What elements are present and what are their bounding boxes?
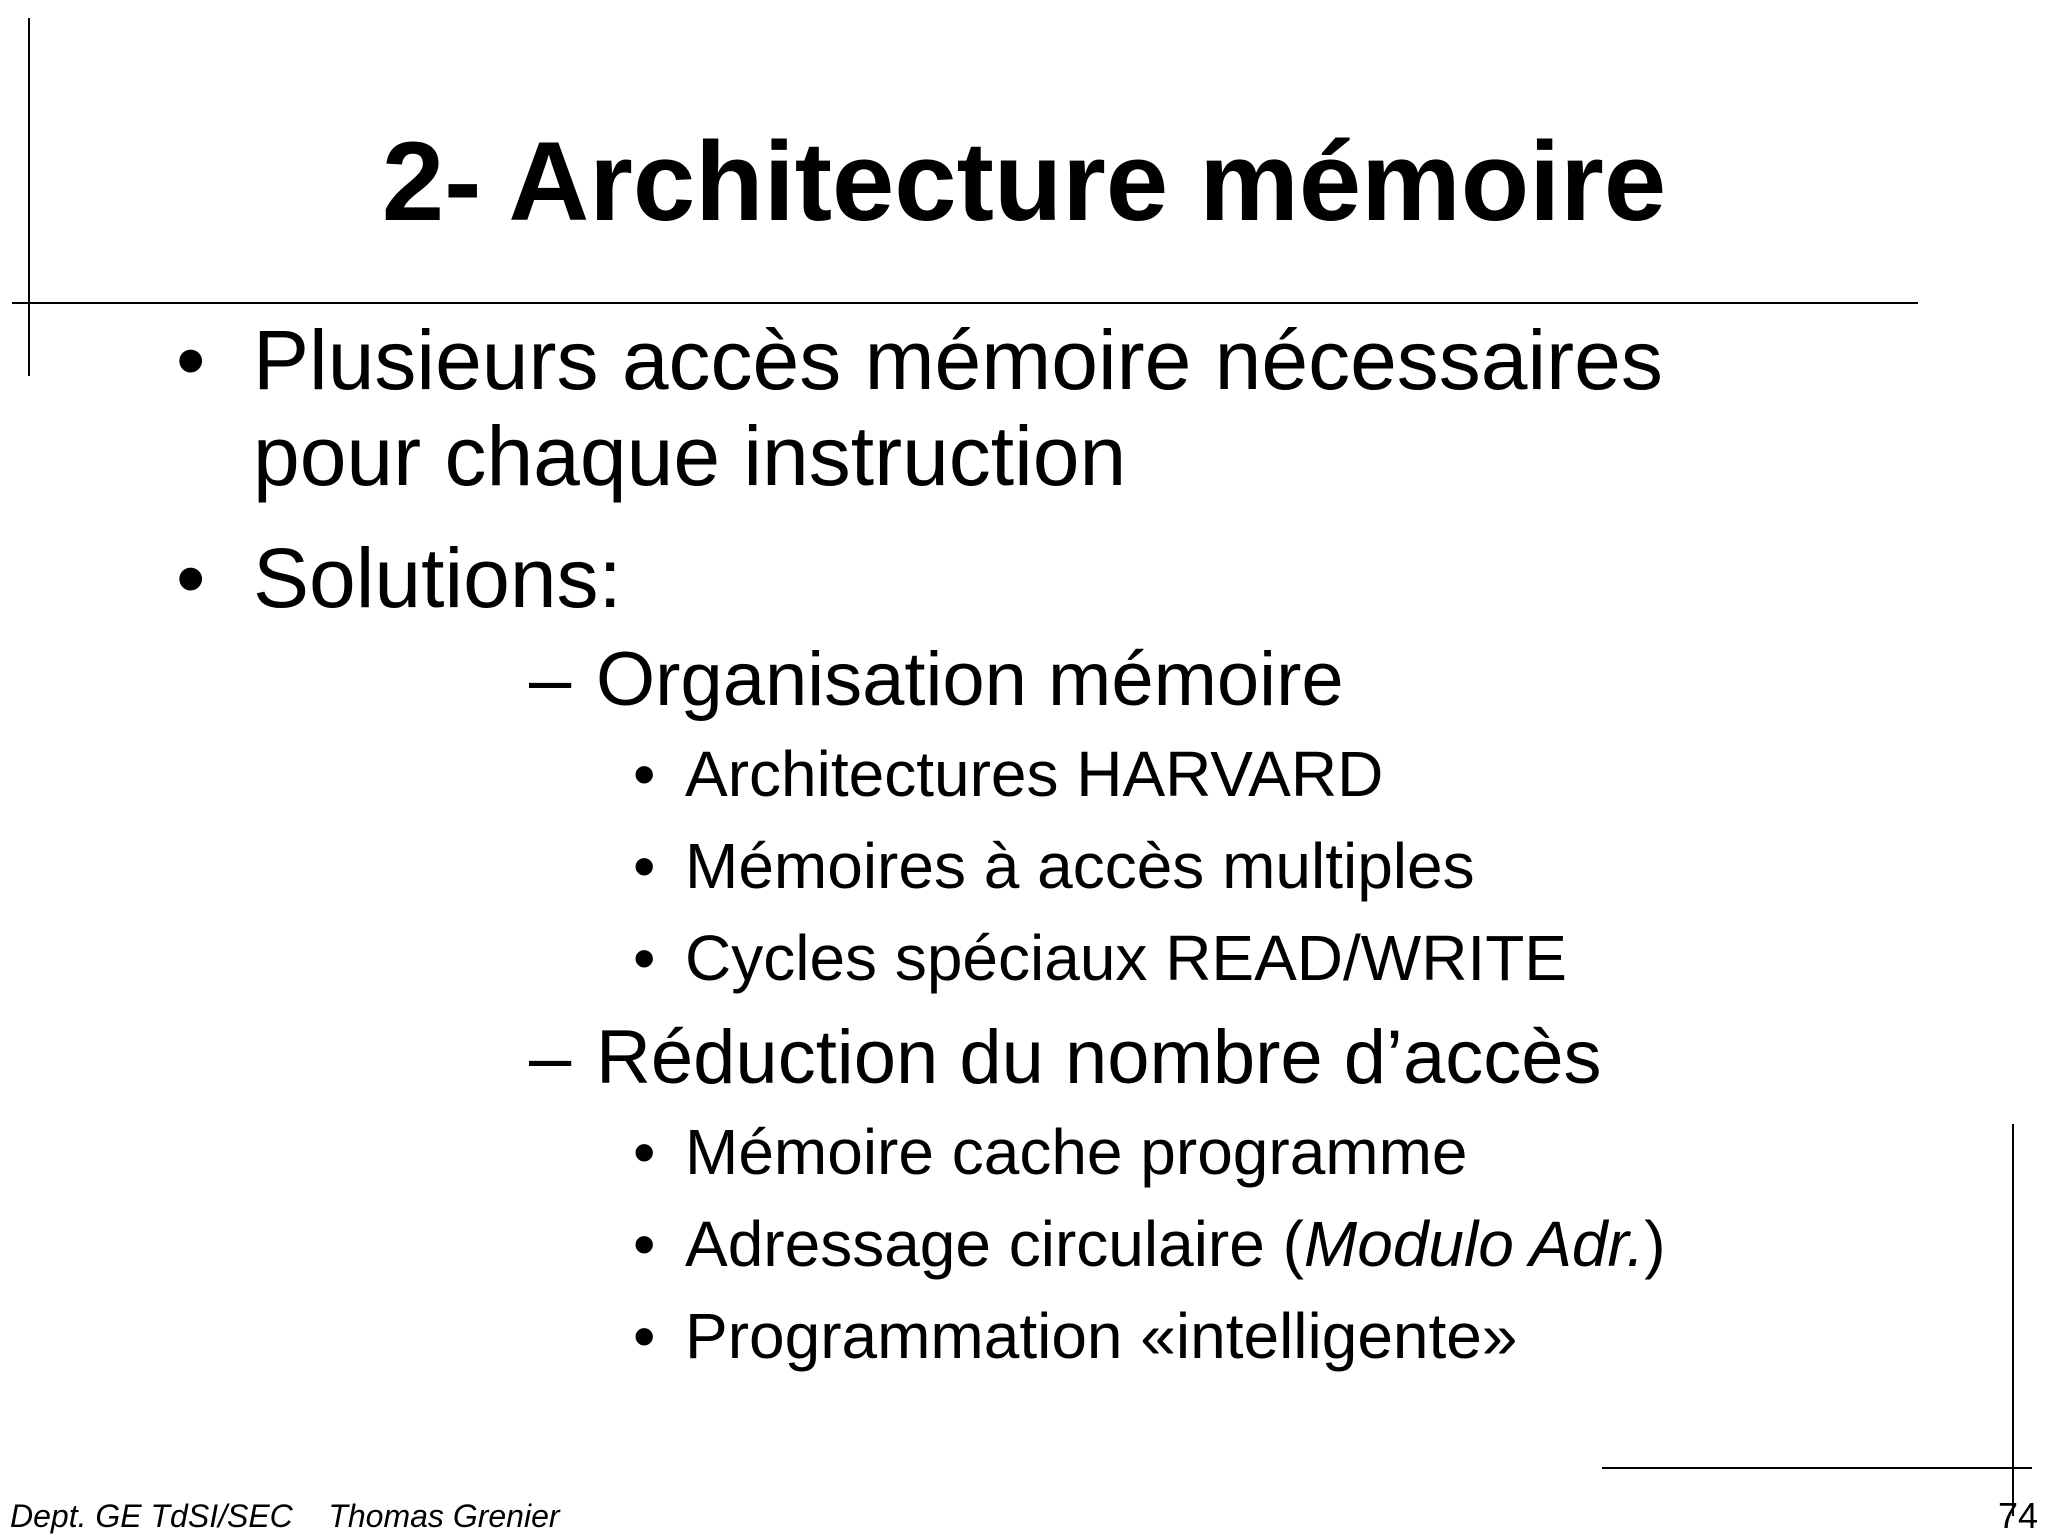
- dash-marker: –: [529, 1015, 572, 1100]
- bullet-marker: •: [633, 1300, 656, 1372]
- bullet-item-1: [0, 312, 2048, 504]
- bullet-marker: •: [633, 1116, 656, 1188]
- point-smart-programming: [253, 1290, 2048, 1382]
- point-multi-access: [253, 820, 2048, 912]
- slide-title: 2- Architecture mémoire: [381, 119, 1667, 244]
- point-circular-addressing-before: Adressage circulaire (: [685, 1208, 1304, 1280]
- point-circular-addressing: [253, 1198, 2048, 1290]
- footer-author: Thomas Grenier: [328, 1498, 560, 1534]
- bullet-item-2: [0, 530, 2048, 1382]
- sub-item-organisation: [253, 632, 2048, 728]
- bullet-marker: •: [633, 1208, 656, 1280]
- point-read-write: [253, 912, 2048, 1004]
- bullet-marker: •: [633, 922, 656, 994]
- point-multi-access-text: Mémoires à accès multiples: [685, 830, 1475, 902]
- bullet-item-1-line-2: pour chaque instruction: [253, 409, 1127, 503]
- page-number: 74: [1997, 1495, 2038, 1536]
- sub-item-reduction: [253, 1010, 2048, 1106]
- point-harvard-text: Architectures HARVARD: [685, 738, 1384, 810]
- bottom-right-horizontal-rule: [1602, 1467, 2032, 1469]
- slide-content: [0, 312, 2048, 1408]
- bullet-marker: •: [176, 313, 206, 407]
- dash-marker: –: [529, 637, 572, 722]
- sub-item-reduction-text: Réduction du nombre d’accès: [596, 1015, 1602, 1100]
- point-smart-programming-text: Programmation «intelligente»: [685, 1300, 1518, 1372]
- point-circular-addressing-italic: Modulo Adr.: [1303, 1208, 1645, 1280]
- sub-item-organisation-text: Organisation mémoire: [596, 637, 1344, 722]
- point-cache-text: Mémoire cache programme: [685, 1116, 1468, 1188]
- bullet-marker: •: [176, 531, 206, 625]
- point-cache: [253, 1106, 2048, 1198]
- bullet-marker: •: [633, 830, 656, 902]
- bullet-marker: •: [633, 738, 656, 810]
- footer-credits: [10, 1496, 560, 1536]
- bullet-item-1-line-1: Plusieurs accès mémoire nécessaires: [253, 313, 1663, 407]
- bullet-item-2-text: Solutions:: [253, 531, 622, 625]
- point-read-write-text: Cycles spéciaux READ/WRITE: [685, 922, 1567, 994]
- title-separator-rule: [12, 302, 1918, 304]
- point-circular-addressing-after: ): [1644, 1208, 1666, 1280]
- footer-department: Dept. GE TdSI/SEC: [10, 1498, 293, 1534]
- point-harvard: [253, 728, 2048, 820]
